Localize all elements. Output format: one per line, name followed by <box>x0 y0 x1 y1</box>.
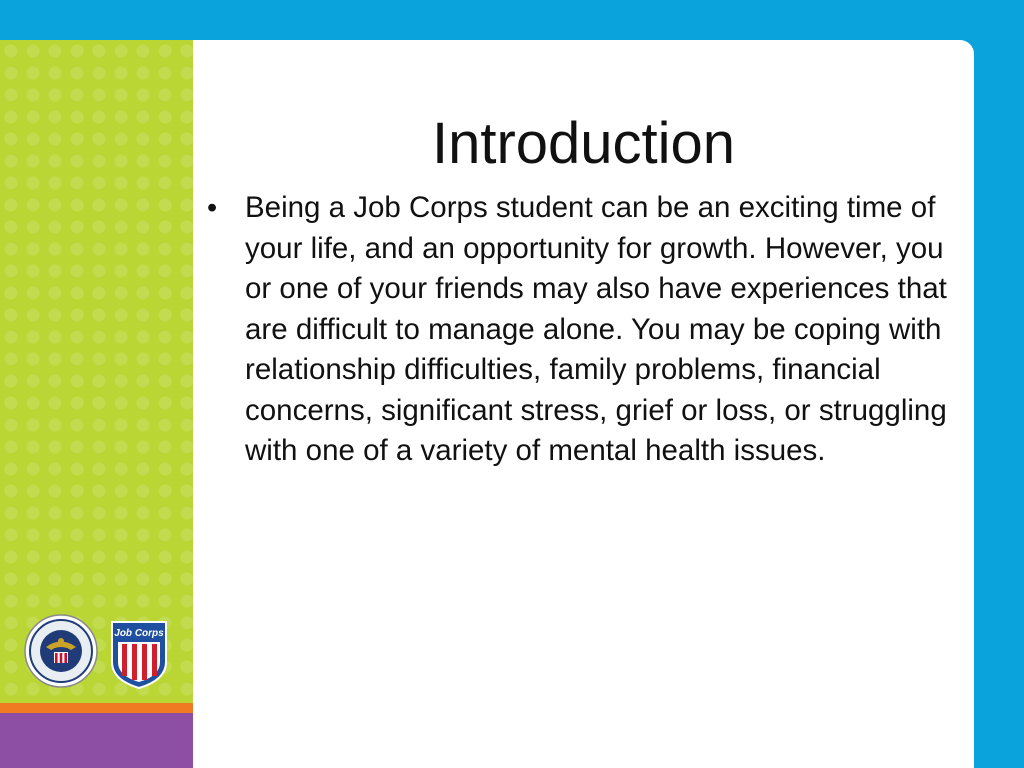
orange-accent-strip <box>0 703 193 713</box>
bullet-item <box>207 188 967 472</box>
purple-accent-strip <box>0 713 193 768</box>
department-of-labor-seal-icon <box>24 614 98 688</box>
logo-group <box>24 614 174 694</box>
decorative-sidebar <box>0 40 193 706</box>
job-corps-logo-icon <box>108 618 170 690</box>
job-corps-logo-text: Job Corps <box>114 628 164 639</box>
bullet-list <box>207 188 967 472</box>
slide-content-panel <box>193 40 974 768</box>
bullet-marker: • <box>207 192 218 224</box>
bullet-text: Being a Job Corps student can be an exciting time of your life, and an opportunity for growth. However, you or one of your friends may also have experiences that are difficult to manage alone. You may be coping with relationship difficulties, family problems, financial concerns, significant stress, grief or loss, or struggling with one of a variety of mental health issues. <box>245 191 947 467</box>
slide-title: Introduction <box>431 111 736 176</box>
